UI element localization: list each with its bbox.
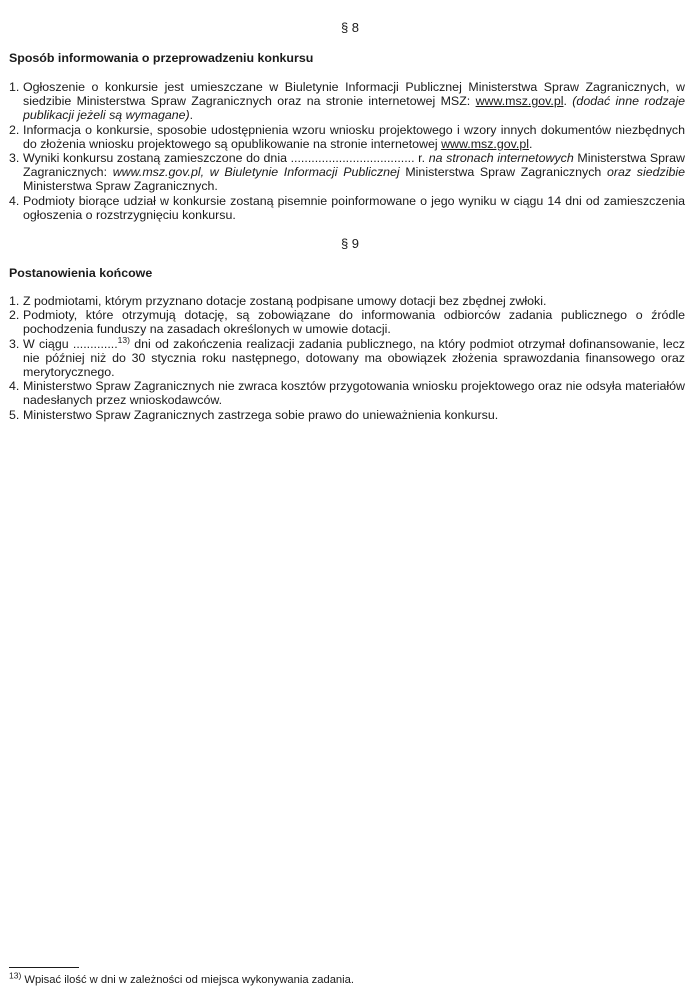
section-9-heading: Postanowienia końcowe	[9, 266, 153, 280]
list-item-italic: (dodać inne rodzaje publikacji jeżeli są wymagane)	[23, 94, 685, 123]
list-item-text: Ministerstwa Spraw Zagranicznych.	[23, 179, 218, 194]
list-item	[9, 80, 685, 123]
list-item	[9, 408, 685, 422]
list-item-text: Ogłoszenie o konkursie jest umieszczane w Biuletynie Informacji Publicznej Ministerstwa Spraw Zagranicznych, w siedzibie Ministerstwa Spraw Zagranicznych oraz na stronie internetowej MSZ:	[23, 80, 685, 109]
msz-link[interactable]: www.msz.gov.pl	[475, 94, 564, 109]
msz-link[interactable]: www.msz.gov.pl	[441, 136, 529, 151]
list-item-number: 3.	[9, 336, 20, 351]
list-item	[9, 194, 685, 222]
list-item-text: Podmioty, które otrzymują dotację, są zobowiązane do informowania odbiorców zadania publicznego o źródle pochodzenia funduszy na zasadach określonych w umowie dotacji.	[23, 308, 685, 337]
footnote-divider	[9, 967, 79, 968]
list-item-text: Wyniki konkursu zostaną zamieszczone do dnia .................................... r.	[23, 151, 429, 166]
list-item-number: 1.	[9, 294, 20, 308]
footnote-reference: 13)	[117, 334, 130, 345]
footnote-text: Wpisać ilość w dni w zależności od miejsca wykonywania zadania.	[21, 974, 354, 986]
list-item-text: Ministerstwo Spraw Zagranicznych zastrzega sobie prawo do unieważnienia konkursu.	[23, 407, 499, 422]
list-item-text: W ciągu .............	[23, 336, 118, 351]
list-item-text: Informacja o konkursie, sposobie udostępnienia wzoru wniosku projektowego i wzory innych dokumentów niezbędnych do złożenia wniosku projektowego są opublikowanie na stronie internetowej	[23, 122, 685, 151]
section-9-list	[9, 294, 685, 422]
list-item-number: 2.	[9, 308, 20, 323]
list-item-text: Ministerstwo Spraw Zagranicznych nie zwraca kosztów przygotowania wniosku projektowego oraz nie odsyła materiałów nadesłanych przez wnioskodawców.	[23, 379, 685, 408]
list-item-text: Podmioty biorące udział w konkursie zostaną pisemnie poinformowane o jego wyniku w ciągu 14 dni od zamieszczenia ogłoszenia o rozstrzygnięciu konkursu.	[23, 193, 685, 222]
list-item-number: 5.	[9, 407, 20, 422]
list-item-number: 4.	[9, 379, 20, 394]
list-item-text: .	[189, 108, 194, 123]
section-8-mark: § 8	[340, 20, 360, 35]
list-item-text: Ministerstwa Spraw Zagranicznych	[399, 165, 607, 180]
list-item-text: .	[529, 136, 533, 151]
list-item-number: 4.	[9, 193, 20, 208]
list-item-number: 2.	[9, 122, 20, 137]
list-item	[9, 151, 685, 194]
list-item-italic: oraz siedzibie	[606, 165, 685, 180]
list-item	[9, 294, 685, 308]
list-item-text: Ministerstwa Spraw Zagranicznych:	[23, 151, 686, 180]
list-item-text: Z podmiotami, którym przyznano dotacje zostaną podpisane umowy dotacji bez zbędnej zwłoki.	[23, 294, 547, 308]
section-9-mark: § 9	[340, 236, 360, 251]
section-8-list	[9, 80, 685, 222]
list-item-text: dni od zakończenia realizacji zadania publicznego, na który podmiot otrzymał dofinansowanie, lecz nie później niż do 30 stycznia roku następnego, dotowany ma obowiązek złożenia sprawozdania finansowego oraz merytorycznego.	[23, 336, 685, 380]
list-item-italic: na stronach internetowych	[428, 151, 574, 166]
footnote	[9, 970, 354, 987]
list-item	[9, 308, 685, 336]
list-item-text: .	[563, 94, 573, 109]
list-item-number: 3.	[9, 151, 20, 166]
list-item	[9, 123, 685, 151]
section-8-heading: Sposób informowania o przeprowadzeniu konkursu	[9, 51, 314, 65]
list-item	[9, 379, 685, 407]
list-item-number: 1.	[9, 80, 20, 94]
list-item	[9, 334, 685, 380]
footnote-mark: 13)	[9, 970, 22, 981]
list-item-italic: www.msz.gov.pl, w Biuletynie Informacji Publicznej	[112, 165, 400, 180]
